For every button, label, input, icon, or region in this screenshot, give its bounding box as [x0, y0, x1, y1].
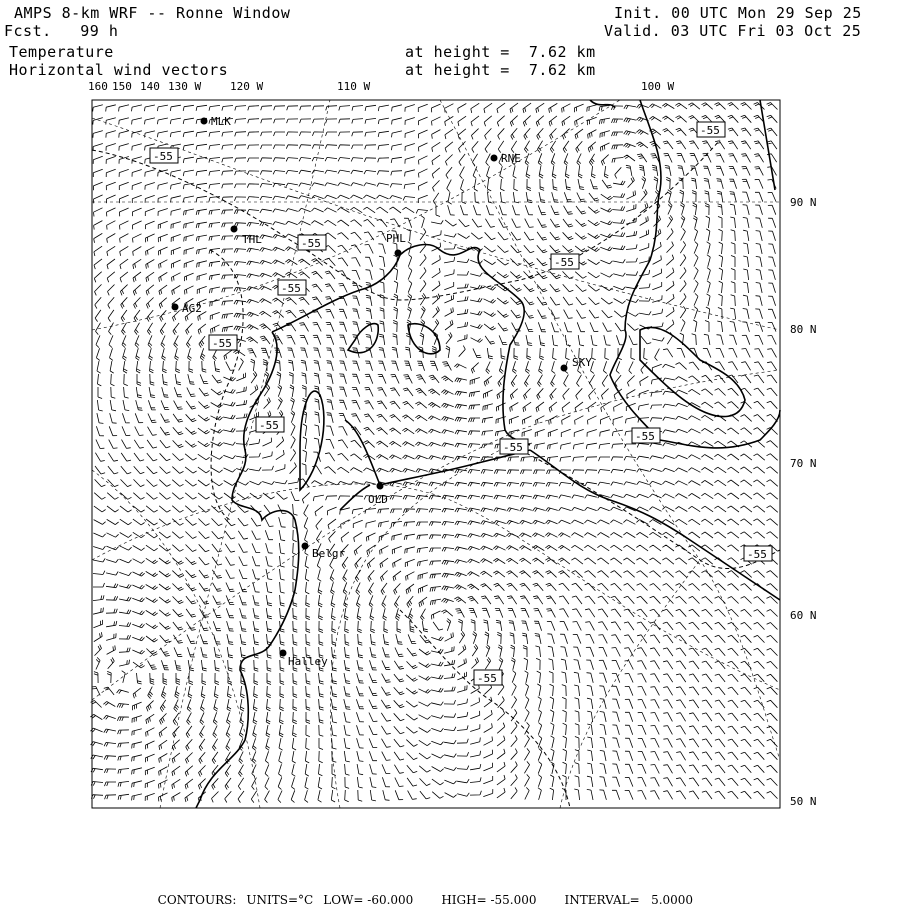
footer-high: HIGH= -55.000 — [441, 893, 537, 907]
station-label: RNE — [501, 152, 521, 165]
footer-low: LOW= -60.000 — [323, 893, 414, 907]
footer-units: UNITS=°C — [246, 893, 314, 907]
lat-label: 50 N — [790, 795, 817, 808]
station-label: AG2 — [182, 302, 202, 315]
contour-label: -55 — [153, 150, 173, 163]
contour-info-footer — [150, 879, 703, 907]
stations — [172, 115, 593, 668]
contour-label: -55 — [700, 124, 720, 137]
coastline — [196, 100, 780, 808]
contour-label: -55 — [747, 548, 767, 561]
field-name-wind: Horizontal wind vectors — [9, 61, 229, 79]
height-label-1: at height = 7.62 km — [405, 43, 596, 61]
station-label: SKY — [572, 356, 592, 369]
wind-barb-set — [90, 103, 777, 803]
contour-label: -55 — [635, 430, 655, 443]
footer-interval: INTERVAL= 5.0000 — [564, 893, 694, 907]
height-label-2: at height = 7.62 km — [405, 61, 596, 79]
station-label: MLK — [211, 115, 231, 128]
lat-label: 90 N — [790, 196, 817, 209]
station-label: THL — [242, 233, 262, 246]
contour-label: -55 — [259, 419, 279, 432]
contour-label: -55 — [503, 441, 523, 454]
lon-label: 120 W — [230, 80, 264, 93]
contour-label: -55 — [477, 672, 497, 685]
latitude-labels — [790, 196, 817, 808]
station-label: Belgr — [312, 547, 346, 560]
lon-label: 150 — [112, 80, 132, 93]
lon-label: 110 W — [337, 80, 371, 93]
forecast-hour: Fcst. 99 h — [4, 22, 119, 40]
contour-label: -55 — [301, 237, 321, 250]
lon-label: 100 W — [641, 80, 675, 93]
temperature-contours — [92, 140, 780, 808]
contour-label: -55 — [212, 337, 232, 350]
contour-label: -55 — [554, 256, 574, 269]
wind-vector-field — [90, 103, 777, 803]
lat-label: 60 N — [790, 609, 817, 622]
init-time: Init. 00 UTC Mon 29 Sep 25 — [614, 4, 862, 22]
station-label: Halley — [288, 655, 328, 668]
lat-label: 70 N — [790, 457, 817, 470]
valid-time: Valid. 03 UTC Fri 03 Oct 25 — [604, 22, 862, 40]
longitude-labels — [88, 80, 674, 93]
lon-label: 130 W — [168, 80, 202, 93]
station-label: OLD — [368, 493, 388, 506]
map-title: AMPS 8-km WRF -- Ronne Window — [14, 4, 291, 22]
station-label: PHL — [386, 232, 406, 245]
contour-label: -55 — [281, 282, 301, 295]
footer-contours: CONTOURS: — [157, 893, 237, 907]
lon-label: 140 — [140, 80, 160, 93]
lat-label: 80 N — [790, 323, 817, 336]
field-name-temperature: Temperature — [9, 43, 114, 61]
lon-label: 160 — [88, 80, 108, 93]
